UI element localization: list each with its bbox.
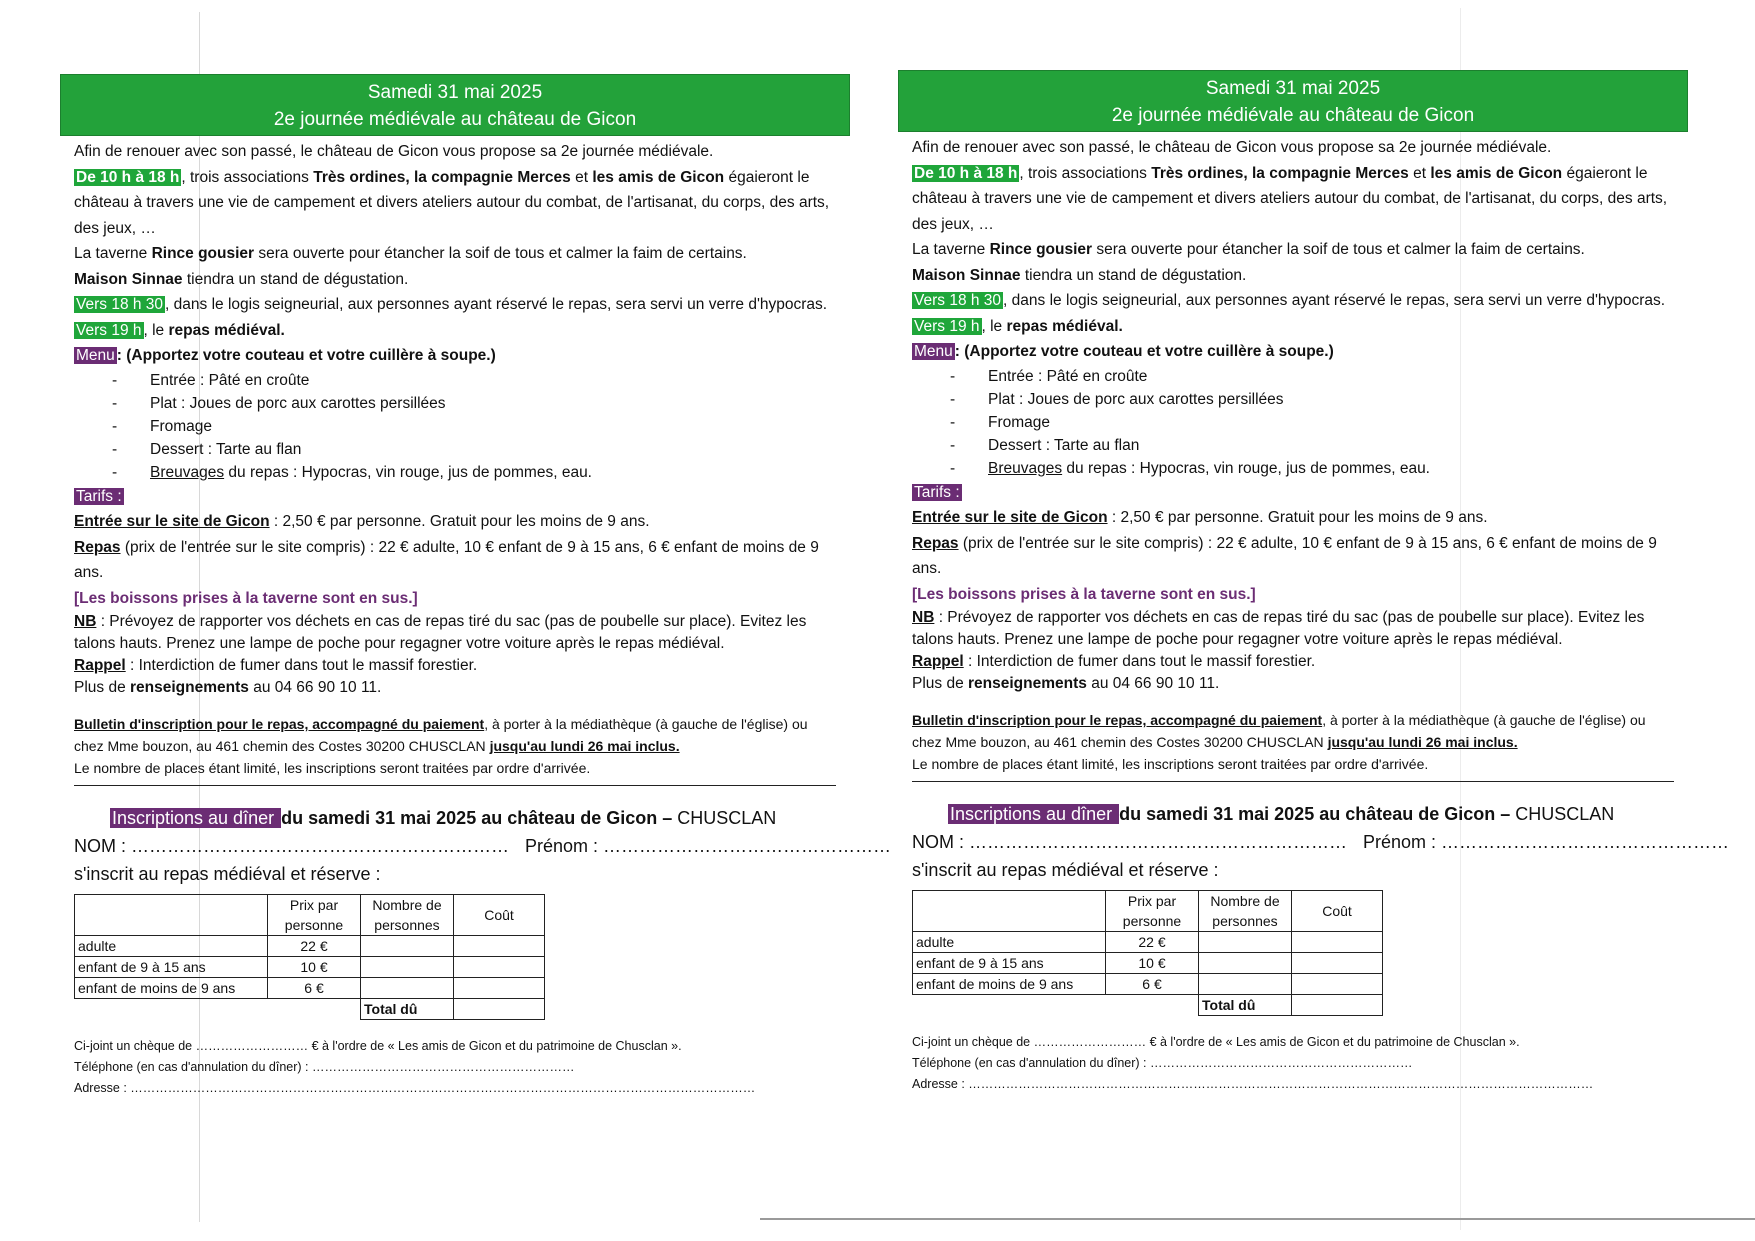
rappel-paragraph: Rappel : Interdiction de fumer dans tout le massif forestier. bbox=[912, 653, 1316, 670]
intro-text: Afin de renouer avec son passé, le château de Gicon vous propose sa 2e journée médiévale. bbox=[74, 143, 714, 160]
hypocras-paragraph: Vers 18 h 30 , dans le logis seigneurial, aux personnes ayant réservé le repas, sera servi un verre d'hypocras. bbox=[914, 292, 1666, 309]
cheque-line[interactable]: Ci-joint un chèque de ……………………… € à l'ordre de « Les amis de Gicon et du patrimoine de Chusclan ». bbox=[74, 1039, 682, 1053]
nb-label: NB bbox=[74, 613, 97, 630]
separator-rule bbox=[74, 785, 836, 786]
row-price: 10 € bbox=[268, 957, 361, 978]
entree-paragraph: Entrée sur le site de Gicon : 2,50 € par personne. Gratuit pour les moins de 9 ans. bbox=[912, 509, 1488, 526]
menu-list bbox=[74, 369, 836, 484]
banner-date: Samedi 31 mai 2025 bbox=[367, 82, 543, 103]
maison-name: Maison Sinnae bbox=[912, 266, 1021, 284]
menu-item: - Dessert : Tarte au flan bbox=[112, 438, 836, 461]
row-price: 22 € bbox=[268, 936, 361, 957]
association-name: Très ordines, bbox=[1151, 164, 1248, 182]
menu-list bbox=[912, 365, 1674, 480]
tarifs-label: Tarifs : bbox=[914, 483, 960, 501]
places-note: Le nombre de places étant limité, les inscriptions seront traitées par ordre d'arrivée. bbox=[912, 756, 1429, 772]
banner-title: 2e journée médiévale au château de Gicon bbox=[1111, 105, 1475, 126]
row-label: adulte bbox=[75, 936, 268, 957]
inscription-title: Inscriptions au dîner du samedi 31 mai 2025 au château de Gicon – CHUSCLAN bbox=[950, 804, 1615, 824]
event-banner bbox=[898, 70, 1688, 132]
bulletin-label: Bulletin d'inscription pour le repas, accompagné du paiement bbox=[74, 716, 485, 732]
taverne-paragraph: La taverne Rince gousier sera ouverte pour étancher la soif de tous et calmer la faim de certains. bbox=[912, 241, 1585, 258]
association-name: Très ordines, bbox=[313, 168, 410, 186]
inscription-label: Inscriptions au dîner bbox=[112, 808, 280, 828]
row-price: 6 € bbox=[1106, 974, 1199, 995]
maison-name: Maison Sinnae bbox=[74, 270, 183, 288]
repas-paragraph: Vers 19 h , le repas médiéval. bbox=[914, 317, 1123, 335]
menu-heading bbox=[74, 343, 836, 369]
row-price: 22 € bbox=[1106, 932, 1199, 953]
nombre-cell[interactable] bbox=[361, 936, 454, 957]
repas-price-paragraph: Repas (prix de l'entrée sur le site compris) : 22 € adulte, 10 € enfant de 9 à 15 ans, 6 € enfant de moins de 9 ans. bbox=[74, 538, 819, 581]
row-label: enfant de moins de 9 ans bbox=[913, 974, 1106, 995]
repas-label: repas médiéval. bbox=[168, 321, 285, 339]
menu-item: - Entrée : Pâté en croûte bbox=[112, 369, 836, 392]
row-label: adulte bbox=[913, 932, 1106, 953]
cout-cell[interactable] bbox=[454, 978, 545, 999]
rappel-paragraph: Rappel : Interdiction de fumer dans tout le massif forestier. bbox=[74, 657, 478, 674]
menu-item: - Fromage bbox=[112, 415, 836, 438]
telephone-line[interactable]: Téléphone (en cas d'annulation du dîner) : ……………………………………………………… bbox=[74, 1060, 575, 1074]
table-row bbox=[75, 936, 545, 957]
row-price: 10 € bbox=[1106, 953, 1199, 974]
rappel-label: Rappel bbox=[74, 657, 126, 674]
menu-label: Menu bbox=[76, 347, 115, 364]
cout-cell[interactable] bbox=[1292, 953, 1383, 974]
menu-note: : (Apportez votre couteau et votre cuillère à soupe.) bbox=[116, 347, 496, 364]
total-row bbox=[75, 999, 545, 1020]
row-label: enfant de 9 à 15 ans bbox=[913, 953, 1106, 974]
cout-cell[interactable] bbox=[454, 957, 545, 978]
bulletin-paragraph: Bulletin d'inscription pour le repas, accompagné du paiement, à porter à la médiathèque (à gauche de l'église) ou chez Mme bouzon, au 461 chemin des Costes 30200 CHUSCLAN jusqu'au lundi 26 mai inclus. bbox=[74, 716, 808, 754]
entree-label: Entrée sur le site de Gicon bbox=[912, 509, 1108, 526]
table-corner bbox=[913, 891, 1106, 932]
fold-line bbox=[760, 1218, 1755, 1220]
nb-paragraph: NB : Prévoyez de rapporter vos déchets en cas de repas tiré du sac (pas de poubelle sur place). Evitez les talons hauts. Prenez une lampe de poche pour regagner votre voiture après le repas médiéval. bbox=[74, 613, 807, 652]
repas-price-label: Repas bbox=[912, 534, 959, 552]
nombre-cell[interactable] bbox=[361, 978, 454, 999]
taverne-name: Rince gousier bbox=[989, 241, 1093, 258]
time-highlight: De 10 h à 18 h bbox=[914, 164, 1018, 182]
name-line bbox=[912, 828, 1730, 856]
adresse-line[interactable]: Adresse : …………………………………………………………………………………………………………………………………… bbox=[912, 1077, 1594, 1091]
maison-paragraph: Maison Sinnae tiendra un stand de dégustation. bbox=[74, 270, 409, 288]
time-highlight: Vers 19 h bbox=[914, 317, 980, 335]
table-row bbox=[913, 953, 1383, 974]
rappel-label: Rappel bbox=[912, 653, 964, 670]
time-highlight: Vers 19 h bbox=[76, 321, 142, 339]
menu-item: - Breuvages du repas : Hypocras, vin rouge, jus de pommes, eau. bbox=[950, 457, 1674, 480]
bulletin-deadline: jusqu'au lundi 26 mai inclus. bbox=[1327, 734, 1518, 750]
time-highlight: De 10 h à 18 h bbox=[76, 168, 180, 186]
info-paragraph: Plus de renseignements au 04 66 90 10 11. bbox=[74, 679, 382, 696]
menu-item: - Fromage bbox=[950, 411, 1674, 434]
cout-cell[interactable] bbox=[454, 936, 545, 957]
association-name: les amis de Gicon bbox=[1430, 164, 1563, 182]
table-row bbox=[75, 978, 545, 999]
time-highlight: Vers 18 h 30 bbox=[76, 296, 164, 313]
nombre-cell[interactable] bbox=[1199, 974, 1292, 995]
association-name: la compagnie Merces bbox=[1252, 164, 1409, 182]
cout-cell[interactable] bbox=[1292, 974, 1383, 995]
flyer-left bbox=[60, 74, 892, 1194]
inscription-title: Inscriptions au dîner du samedi 31 mai 2025 au château de Gicon – CHUSCLAN bbox=[112, 808, 777, 828]
menu-item: - Breuvages du repas : Hypocras, vin rouge, jus de pommes, eau. bbox=[112, 461, 836, 484]
tarifs-heading bbox=[912, 480, 1674, 506]
total-label: Total dû bbox=[361, 999, 454, 1020]
nb-label: NB bbox=[912, 609, 935, 626]
col-header-cout: Coût bbox=[454, 895, 545, 936]
menu-item: - Plat : Joues de porc aux carottes persillées bbox=[112, 392, 836, 415]
name-line bbox=[74, 832, 892, 860]
table-row bbox=[913, 932, 1383, 953]
inscrit-text: s'inscrit au repas médiéval et réserve : bbox=[74, 864, 381, 884]
banner-date: Samedi 31 mai 2025 bbox=[1205, 78, 1381, 99]
menu-label: Menu bbox=[914, 343, 953, 360]
nombre-cell[interactable] bbox=[361, 957, 454, 978]
flyer-body bbox=[60, 136, 892, 1099]
row-label: enfant de 9 à 15 ans bbox=[75, 957, 268, 978]
bulletin-label: Bulletin d'inscription pour le repas, accompagné du paiement bbox=[912, 712, 1323, 728]
boissons-note: [Les boissons prises à la taverne sont en sus.] bbox=[74, 589, 418, 607]
menu-note: : (Apportez votre couteau et votre cuillère à soupe.) bbox=[954, 343, 1334, 360]
menu-heading bbox=[912, 339, 1674, 365]
row-label: enfant de moins de 9 ans bbox=[75, 978, 268, 999]
reservation-table bbox=[912, 890, 1383, 1016]
reservation-table bbox=[74, 894, 545, 1020]
cheque-line[interactable]: Ci-joint un chèque de ……………………… € à l'ordre de « Les amis de Gicon et du patrimoine de Chusclan ». bbox=[912, 1035, 1520, 1049]
info-label: renseignements bbox=[130, 679, 249, 696]
taverne-name: Rince gousier bbox=[151, 245, 255, 262]
total-label: Total dû bbox=[1199, 995, 1292, 1016]
col-header-prix: Prix par personne bbox=[268, 895, 361, 936]
prenom-field[interactable]: Prénom : ………………………………………… bbox=[1363, 832, 1730, 852]
entree-paragraph: Entrée sur le site de Gicon : 2,50 € par personne. Gratuit pour les moins de 9 ans. bbox=[74, 513, 650, 530]
telephone-line[interactable]: Téléphone (en cas d'annulation du dîner) : ……………………………………………………… bbox=[912, 1056, 1413, 1070]
prenom-field[interactable]: Prénom : ………………………………………… bbox=[525, 836, 892, 856]
table-corner bbox=[75, 895, 268, 936]
total-cell[interactable] bbox=[1292, 995, 1383, 1016]
menu-item: - Entrée : Pâté en croûte bbox=[950, 365, 1674, 388]
bulletin-deadline: jusqu'au lundi 26 mai inclus. bbox=[489, 738, 680, 754]
flyer-right bbox=[898, 70, 1730, 1190]
col-header-cout: Coût bbox=[1292, 891, 1383, 932]
schedule-paragraph: De 10 h à 18 h , trois associations Très ordines, la compagnie Merces et les amis de Gicon égaieront le château à travers une vie de campement et divers ateliers autour du combat, de l'artisanat, du corps, des arts, des jeux, … bbox=[74, 168, 830, 237]
repas-price-paragraph: Repas (prix de l'entrée sur le site compris) : 22 € adulte, 10 € enfant de 9 à 15 ans, 6 € enfant de moins de 9 ans. bbox=[912, 534, 1657, 577]
total-cell[interactable] bbox=[454, 999, 545, 1020]
total-row bbox=[913, 995, 1383, 1016]
row-price: 6 € bbox=[268, 978, 361, 999]
col-header-nombre: Nombre de personnes bbox=[361, 895, 454, 936]
inscription-label: Inscriptions au dîner bbox=[950, 804, 1118, 824]
info-label: renseignements bbox=[968, 675, 1087, 692]
event-banner bbox=[60, 74, 850, 136]
repas-label: repas médiéval. bbox=[1006, 317, 1123, 335]
repas-paragraph: Vers 19 h , le repas médiéval. bbox=[76, 321, 285, 339]
table-row bbox=[913, 974, 1383, 995]
banner-title: 2e journée médiévale au château de Gicon bbox=[273, 109, 637, 130]
time-highlight: Vers 18 h 30 bbox=[914, 292, 1002, 309]
cout-cell[interactable] bbox=[1292, 932, 1383, 953]
nombre-cell[interactable] bbox=[1199, 932, 1292, 953]
col-header-nombre: Nombre de personnes bbox=[1199, 891, 1292, 932]
repas-price-label: Repas bbox=[74, 538, 121, 556]
intro-text: Afin de renouer avec son passé, le château de Gicon vous propose sa 2e journée médiévale. bbox=[912, 139, 1552, 156]
separator-rule bbox=[912, 781, 1674, 782]
adresse-line[interactable]: Adresse : …………………………………………………………………………………………………………………………………… bbox=[74, 1081, 756, 1095]
boissons-note: [Les boissons prises à la taverne sont en sus.] bbox=[912, 585, 1256, 603]
tarifs-heading bbox=[74, 484, 836, 510]
maison-paragraph: Maison Sinnae tiendra un stand de dégustation. bbox=[912, 266, 1247, 284]
menu-item: - Dessert : Tarte au flan bbox=[950, 434, 1674, 457]
table-row bbox=[75, 957, 545, 978]
association-name: les amis de Gicon bbox=[592, 168, 725, 186]
hypocras-paragraph: Vers 18 h 30 , dans le logis seigneurial, aux personnes ayant réservé le repas, sera servi un verre d'hypocras. bbox=[76, 296, 828, 313]
association-name: la compagnie Merces bbox=[414, 168, 571, 186]
schedule-paragraph: De 10 h à 18 h , trois associations Très ordines, la compagnie Merces et les amis de Gicon égaieront le château à travers une vie de campement et divers ateliers autour du combat, de l'artisanat, du corps, des arts, des jeux, … bbox=[912, 164, 1668, 233]
nombre-cell[interactable] bbox=[1199, 953, 1292, 974]
nb-paragraph: NB : Prévoyez de rapporter vos déchets en cas de repas tiré du sac (pas de poubelle sur place). Evitez les talons hauts. Prenez une lampe de poche pour regagner votre voiture après le repas médiéval. bbox=[912, 609, 1645, 648]
menu-item: - Plat : Joues de porc aux carottes persillées bbox=[950, 388, 1674, 411]
nom-field[interactable]: NOM : ……………………………………………………… bbox=[912, 832, 1347, 852]
entree-label: Entrée sur le site de Gicon bbox=[74, 513, 270, 530]
info-paragraph: Plus de renseignements au 04 66 90 10 11. bbox=[912, 675, 1220, 692]
taverne-paragraph: La taverne Rince gousier sera ouverte pour étancher la soif de tous et calmer la faim de certains. bbox=[74, 245, 747, 262]
bulletin-paragraph: Bulletin d'inscription pour le repas, accompagné du paiement, à porter à la médiathèque (à gauche de l'église) ou chez Mme bouzon, au 461 chemin des Costes 30200 CHUSCLAN jusqu'au lundi 26 mai inclus. bbox=[912, 712, 1646, 750]
inscrit-text: s'inscrit au repas médiéval et réserve : bbox=[912, 860, 1219, 880]
nom-field[interactable]: NOM : ……………………………………………………… bbox=[74, 836, 509, 856]
places-note: Le nombre de places étant limité, les inscriptions seront traitées par ordre d'arrivée. bbox=[74, 760, 591, 776]
col-header-prix: Prix par personne bbox=[1106, 891, 1199, 932]
tarifs-label: Tarifs : bbox=[76, 487, 122, 505]
flyer-body bbox=[898, 132, 1730, 1095]
